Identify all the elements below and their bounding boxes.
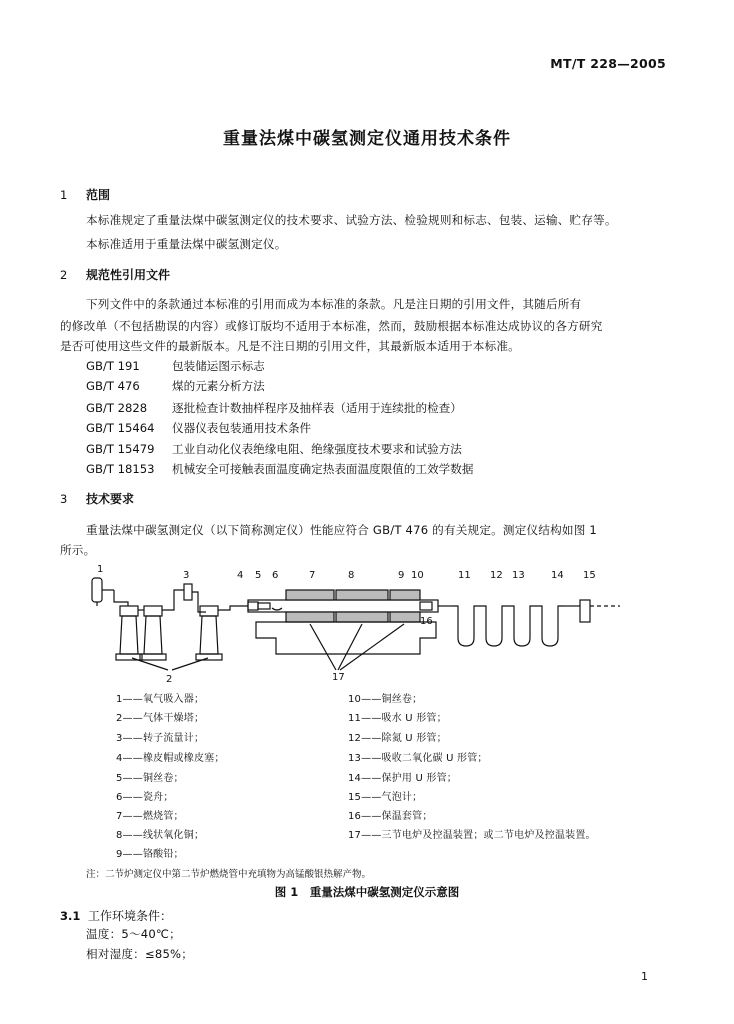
document-title: 重量法煤中碳氢测定仪通用技术条件	[223, 129, 511, 149]
reference-item	[86, 441, 462, 457]
figure-label: 12	[490, 570, 503, 581]
standard-number: MT/T 228—2005	[550, 56, 666, 71]
drying-tower-shape	[144, 616, 162, 654]
reference-code: GB/T 18153	[86, 462, 155, 476]
figure-label: 1	[97, 564, 104, 575]
legend-item: 8——线状氧化铜；	[116, 830, 205, 841]
legend-item: 11——吸水 U 形管；	[348, 713, 447, 724]
section-1-line-2: 本标准适用于重量法煤中碳氢测定仪。	[86, 237, 287, 251]
environment-temperature: 温度：5～40℃；	[86, 927, 181, 941]
figure-label: 7	[309, 570, 316, 581]
figure-caption: 图 1 重量法煤中碳氢测定仪示意图	[274, 885, 460, 899]
u-tube-shape	[536, 606, 564, 646]
section-3-1-number: 3.1	[60, 909, 81, 923]
figure-label: 9	[398, 570, 405, 581]
u-tube-shape	[480, 606, 508, 646]
drying-tower-shape	[120, 606, 138, 616]
reference-name: 煤的元素分析方法	[172, 379, 265, 393]
furnace-section-shape	[336, 590, 388, 600]
environment-humidity: 相对湿度：≤85%；	[86, 947, 194, 961]
flow-meter-shape	[184, 584, 192, 600]
bubbler-shape	[580, 600, 590, 622]
section-3-heading	[60, 490, 134, 507]
copper-coil-shape	[420, 602, 432, 610]
section-2-number: 2	[60, 268, 68, 282]
legend-item: 10——铜丝卷；	[348, 694, 423, 705]
section-3-number: 3	[60, 492, 68, 506]
reference-code: GB/T 476	[86, 379, 140, 393]
legend-item: 9——铬酸铅；	[116, 849, 184, 860]
legend-item: 16——保温套管；	[348, 811, 433, 822]
section-2-line-1: 下列文件中的条款通过本标准的引用而成为本标准的条款。凡是注日期的引用文件，其随后所有	[86, 297, 582, 311]
furnace-section-shape	[390, 612, 420, 622]
reference-item	[86, 358, 265, 374]
figure-label: 4	[237, 570, 244, 581]
section-3-title: 技术要求	[86, 492, 135, 506]
furnace-section-shape	[390, 590, 420, 600]
reference-code: GB/T 2828	[86, 401, 148, 415]
drying-tower-shape	[120, 616, 138, 654]
section-1-line-1: 本标准规定了重量法煤中碳氢测定仪的技术要求、试验方法、检验规则和标志、包装、运输、贮存等。	[86, 213, 617, 227]
section-3-1-heading	[60, 907, 172, 924]
u-tube-shape	[452, 606, 480, 646]
figure-label: 5	[255, 570, 262, 581]
legend-item: 17——三节电炉及控温装置；或二节电炉及控温装置。	[348, 830, 596, 841]
reference-item	[86, 400, 462, 416]
legend-item: 14——保护用 U 形管；	[348, 773, 458, 784]
figure-label: 16	[420, 616, 433, 627]
legend-item: 13——吸收二氧化碳 U 形管；	[348, 753, 488, 764]
section-1-title: 范围	[86, 188, 111, 202]
drying-tower-shape	[144, 606, 162, 616]
figure-note: 注：二节炉测定仪中第二节炉燃烧管中充填物为高锰酸银热解产物。	[86, 869, 372, 880]
reference-name: 机械安全可接触表面温度确定热表面温度限值的工效学数据	[172, 462, 474, 476]
u-tube-shape	[508, 606, 536, 646]
drying-tower-shape	[200, 606, 218, 616]
section-2-line-3: 是否可使用这些文件的最新版本。凡是不注日期的引用文件，其最新版本适用于本标准。	[60, 339, 520, 353]
reference-name: 包装储运图示标志	[172, 359, 265, 373]
figure-label: 6	[272, 570, 279, 581]
figure-label: 17	[332, 672, 345, 683]
rubber-cap-shape	[248, 602, 258, 610]
section-2-title: 规范性引用文件	[86, 268, 171, 282]
legend-item: 3——转子流量计；	[116, 733, 205, 744]
section-2-line-2: 的修改单（不包括勘误的内容）或修订版均不适用于本标准，然而，鼓励根据本标准达成协议的各方研究	[60, 319, 603, 333]
legend-item: 15——气泡计；	[348, 792, 423, 803]
reference-item	[86, 378, 265, 394]
figure-label: 14	[551, 570, 564, 581]
figure-label: 2	[166, 674, 173, 684]
legend-item: 6——瓷舟；	[116, 792, 174, 803]
furnace-base-shape	[256, 622, 436, 654]
oxygen-inhaler-shape	[92, 578, 102, 602]
furnace-section-shape	[336, 612, 388, 622]
reference-name: 仪器仪表包装通用技术条件	[172, 421, 312, 435]
reference-item	[86, 420, 311, 436]
copper-coil-shape	[258, 603, 270, 609]
furnace-section-shape	[286, 590, 334, 600]
reference-code: GB/T 191	[86, 359, 140, 373]
section-1-number: 1	[60, 188, 68, 202]
reference-name: 工业自动化仪表绝缘电阻、绝缘强度技术要求和试验方法	[172, 442, 462, 456]
figure-label: 13	[512, 570, 525, 581]
legend-item: 2——气体干燥塔；	[116, 713, 205, 724]
figure-label: 8	[348, 570, 355, 581]
apparatus-drawing	[92, 578, 620, 670]
figure-label: 15	[583, 570, 596, 581]
reference-name: 逐批检查计数抽样程序及抽样表（适用于连续批的检查）	[172, 401, 462, 415]
boat-shape	[272, 608, 282, 610]
legend-item: 1——氧气吸入器；	[116, 694, 205, 705]
figure-label: 10	[411, 570, 424, 581]
section-3-1-title: 工作环境条件：	[88, 909, 173, 923]
page-number: 1	[641, 970, 648, 983]
reference-code: GB/T 15479	[86, 442, 155, 456]
section-1-heading	[60, 186, 110, 203]
section-2-heading	[60, 266, 170, 283]
legend-item: 5——铜丝卷；	[116, 773, 184, 784]
legend-item: 7——燃烧管；	[116, 811, 184, 822]
reference-item	[86, 461, 473, 477]
reference-code: GB/T 15464	[86, 421, 155, 435]
figure-label: 3	[183, 570, 190, 581]
section-3-line-2: 所示。	[60, 543, 96, 557]
figure-label: 11	[458, 570, 471, 581]
section-3-line-1: 重量法煤中碳氢测定仪（以下简称测定仪）性能应符合 GB/T 476 的有关规定。测定仪结构如图 1	[86, 523, 597, 537]
legend-item: 4——橡皮帽或橡皮塞；	[116, 753, 225, 764]
furnace-section-shape	[286, 612, 334, 622]
apparatus-diagram	[80, 562, 640, 684]
legend-item: 12——除氮 U 形管；	[348, 733, 447, 744]
drying-tower-shape	[200, 616, 218, 654]
